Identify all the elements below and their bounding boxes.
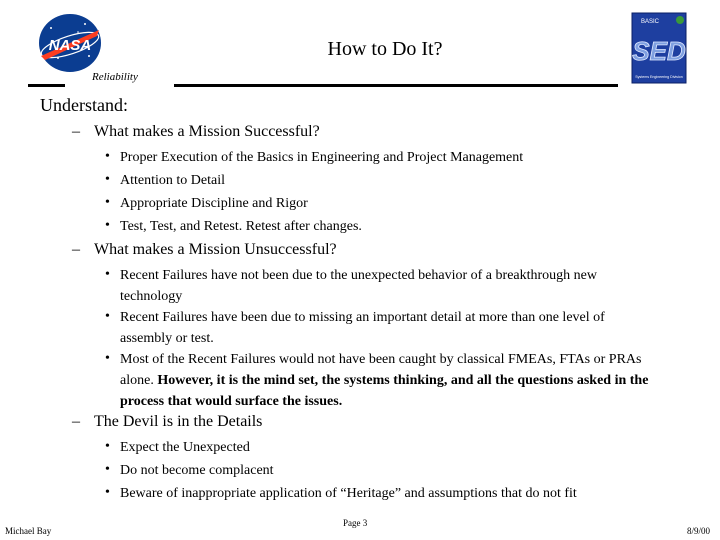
- sed-logo-sub: Systems Engineering Division: [635, 75, 683, 79]
- list-item: Attention to Detail: [120, 173, 225, 188]
- header-rule-short: [28, 84, 65, 87]
- bullet-dot: •: [105, 267, 110, 282]
- list-item-text: Most of the Recent Failures would not have been caught by classical FMEAs, FTAs or PRAs alone.: [120, 352, 642, 388]
- footer-date: 8/9/00: [687, 526, 711, 536]
- header-rule-long: [174, 84, 618, 87]
- list-item: Expect the Unexpected: [120, 440, 250, 455]
- footer-page: Page 3: [343, 518, 368, 528]
- sed-logo-top: BASIC: [641, 19, 660, 25]
- section-heading: Understand:: [40, 95, 128, 115]
- sed-logo: [631, 12, 687, 89]
- bullet-dot: •: [105, 462, 110, 477]
- footer-author: Michael Bay: [5, 526, 52, 536]
- list-item: Do not become complacent: [120, 463, 274, 478]
- section-1-text: What makes a Mission Successful?: [94, 123, 320, 140]
- nasa-logo: [33, 10, 108, 80]
- list-item: [120, 349, 660, 412]
- bullet-dot: •: [105, 309, 110, 324]
- section-1-label: – What makes a Mission Successful?: [72, 123, 320, 140]
- list-item: Recent Failures have not been due to the unexpected behavior of a breakthrough new technology: [120, 268, 597, 304]
- list-item-emphasis: However, it is the mind set, the systems thinking, and all the questions asked in the process that would surface the issues.: [120, 373, 649, 409]
- bullet-dot: •: [105, 439, 110, 454]
- bullet-dot: •: [105, 485, 110, 500]
- slide-title: How to Do It?: [327, 38, 443, 60]
- bullet-dot: •: [105, 149, 110, 164]
- nasa-logo-text: NASA: [48, 37, 92, 54]
- bullet-dot: •: [105, 172, 110, 187]
- list-item: Recent Failures have been due to missing an important detail at more than one level of assembly or test.: [120, 310, 605, 346]
- bullet-dot: •: [105, 351, 110, 366]
- bullet-dot: •: [105, 195, 110, 210]
- section-3-label: – The Devil is in the Details: [72, 413, 263, 430]
- list-item: Appropriate Discipline and Rigor: [120, 196, 308, 211]
- list-item: Test, Test, and Retest. Retest after changes.: [120, 219, 362, 234]
- slide-subtitle: Reliability: [92, 71, 138, 83]
- bullet-dot: •: [105, 218, 110, 233]
- list-item: Beware of inappropriate application of “Heritage” and assumptions that do not fit: [120, 486, 577, 501]
- list-item: Proper Execution of the Basics in Engineering and Project Management: [120, 150, 524, 165]
- sed-logo-text: SED: [632, 36, 686, 66]
- section-3-text: The Devil is in the Details: [94, 413, 263, 430]
- section-2-text: What makes a Mission Unsuccessful?: [94, 241, 337, 258]
- section-2-label: – What makes a Mission Unsuccessful?: [72, 241, 337, 258]
